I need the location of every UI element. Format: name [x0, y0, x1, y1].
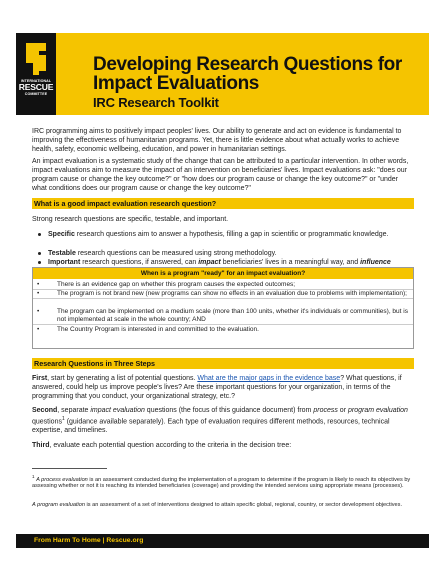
step-2-lead: Second — [32, 407, 58, 414]
page-footer — [16, 534, 429, 548]
page-subtitle: IRC Research Toolkit — [93, 95, 219, 110]
footnote-2-text: is an assessment of a set of interventions designed to attain specific global, regional, country, or sector development objectives. — [84, 502, 403, 508]
section-heading-good-question: What is a good impact evaluation research question? — [32, 198, 414, 209]
section1-lead: Strong research questions are specific, testable, and important. — [32, 216, 229, 223]
bullet-marker: • — [37, 290, 40, 297]
bullet-text: research questions, if answered, can — [80, 259, 199, 266]
readiness-box — [32, 267, 414, 349]
step-2-paragraph — [32, 406, 414, 435]
step-2-text-5: (guidance available separately). Each type of evaluation requires different methods, resources, technical expertise, and timelines. — [32, 418, 390, 435]
bullet-dot — [38, 261, 41, 264]
bullet-specific — [48, 230, 414, 239]
footnote-1 — [32, 474, 414, 490]
title-line-2: Impact Evaluations — [93, 73, 259, 94]
step-3-paragraph — [32, 441, 414, 450]
bullet-dot — [38, 252, 41, 255]
bullet-marker: • — [37, 308, 40, 315]
readiness-item — [33, 326, 413, 334]
footnote-divider — [32, 468, 107, 469]
readiness-item — [33, 290, 413, 299]
title-line-1: Developing Research Questions for — [93, 54, 402, 75]
footnote-1-term: A process evaluation — [36, 476, 88, 483]
bullet-term: Important — [48, 259, 81, 266]
intro-paragraph-1: IRC programming aims to positively impact peoples' lives. Our ability to generate and act on evidence is fundamental to improving the effectiveness of humanitarian programs. Yet, there is little evidence about what actually works to achieve health, safety, economic wellbeing, education, and power in humanitarian settings. — [32, 128, 402, 153]
step-1-text-2: ? What questions, if answered, could help us improve people's lives? Are these important questions for your organization, in terms of the programming that you conduct, your organizational strategy, etc.? — [32, 375, 402, 400]
step-2-text-4: questions — [32, 418, 62, 426]
irc-logo — [16, 33, 56, 115]
footnote-2-term: A program evaluation — [32, 502, 85, 508]
readiness-item — [33, 308, 413, 325]
bullet-text: research questions aim to answer a hypothesis, filling a gap in scientific or programmatic knowledge. — [74, 231, 389, 238]
footer-tagline[interactable]: From Harm To Home | Rescue.org — [34, 537, 144, 544]
step-2-emphasis: impact evaluation — [90, 407, 145, 414]
step-3-lead: Third — [32, 442, 50, 449]
rescue-figure-icon — [23, 41, 49, 77]
step-1-lead: First — [32, 375, 48, 382]
step-2-text: , separate — [57, 407, 91, 414]
logo-wordmark — [18, 79, 54, 96]
step-1-text: , start by generating a list of potential questions. — [47, 375, 198, 382]
logo-line-rescue: RESCUE — [18, 82, 54, 93]
evidence-gaps-link[interactable]: What are the major gaps in the evidence base — [197, 375, 341, 382]
step-1-paragraph — [32, 374, 414, 401]
bullet-dot — [38, 233, 41, 236]
readiness-item-text: The program can be implemented on a medium scale (more than 100 units, whether it's individuals or communities), but is not implemented at scale in the whole country; AND — [57, 308, 408, 323]
bullet-emphasis-impact: impact — [198, 259, 221, 266]
footnote-marker: 1 — [32, 474, 35, 479]
readiness-item-text: The Country Program is interested in and committed to the evaluation. — [57, 326, 259, 333]
step-2-emphasis-2: process — [313, 407, 338, 414]
step-2-text-3: or — [337, 407, 348, 414]
intro-paragraph-2: An impact evaluation is a systematic study of the change that can be attributed to a particular intervention. In other words, impact evaluations aim to measure the impact of an intervention on beneficiaries' lives. Impact evaluations ask: "does our program cause or change the key outcome?" or "how does our program cause or change the key outcome?" or "under what conditions does our program cause or change the key outcome?" — [32, 158, 409, 192]
bullet-testable — [48, 249, 414, 258]
footnote-2 — [32, 502, 414, 509]
readiness-box-heading: When is a program "ready" for an impact evaluation? — [33, 268, 413, 279]
logo-line-committee: COMMITTEE — [24, 92, 48, 97]
logo-line-international: INTERNATIONAL — [20, 79, 52, 83]
footnote-1-text: is an assessment conducted during the implementation of a program to determine if the program is likely to reach its objectives by assessing whether or not it is reaching its intended beneficiaries (coverage) and providing the intended services using appropriate means (processes). — [32, 476, 411, 490]
readiness-item-text: The program is not brand new (new programs can show no effects in an evaluation due to problems with implementation); — [57, 290, 407, 297]
section-heading-three-steps: Research Questions in Three Steps — [32, 358, 414, 369]
bullet-text-2: beneficiaries' lives in a meaningful way, and — [220, 259, 361, 266]
bullet-text: research questions can be measured using strong methodology. — [75, 250, 277, 257]
bullet-marker: • — [37, 326, 40, 333]
bullet-emphasis-influence: influence — [360, 259, 391, 266]
readiness-item — [33, 281, 413, 290]
footnote-ref-1[interactable]: 1 — [61, 416, 65, 422]
bullet-marker: • — [37, 281, 40, 288]
step-2-emphasis-3: program evaluation — [347, 407, 408, 414]
readiness-item-text: There is an evidence gap on whether this program causes the expected outcomes; — [57, 281, 296, 288]
step-3-text: , evaluate each potential question according to the criteria in the decision tree: — [49, 442, 292, 449]
page-title — [93, 55, 402, 93]
step-2-text-2: questions (the focus of this guidance document) from — [144, 407, 314, 414]
bullet-term: Testable — [48, 250, 76, 257]
bullet-term: Specific — [48, 231, 75, 238]
